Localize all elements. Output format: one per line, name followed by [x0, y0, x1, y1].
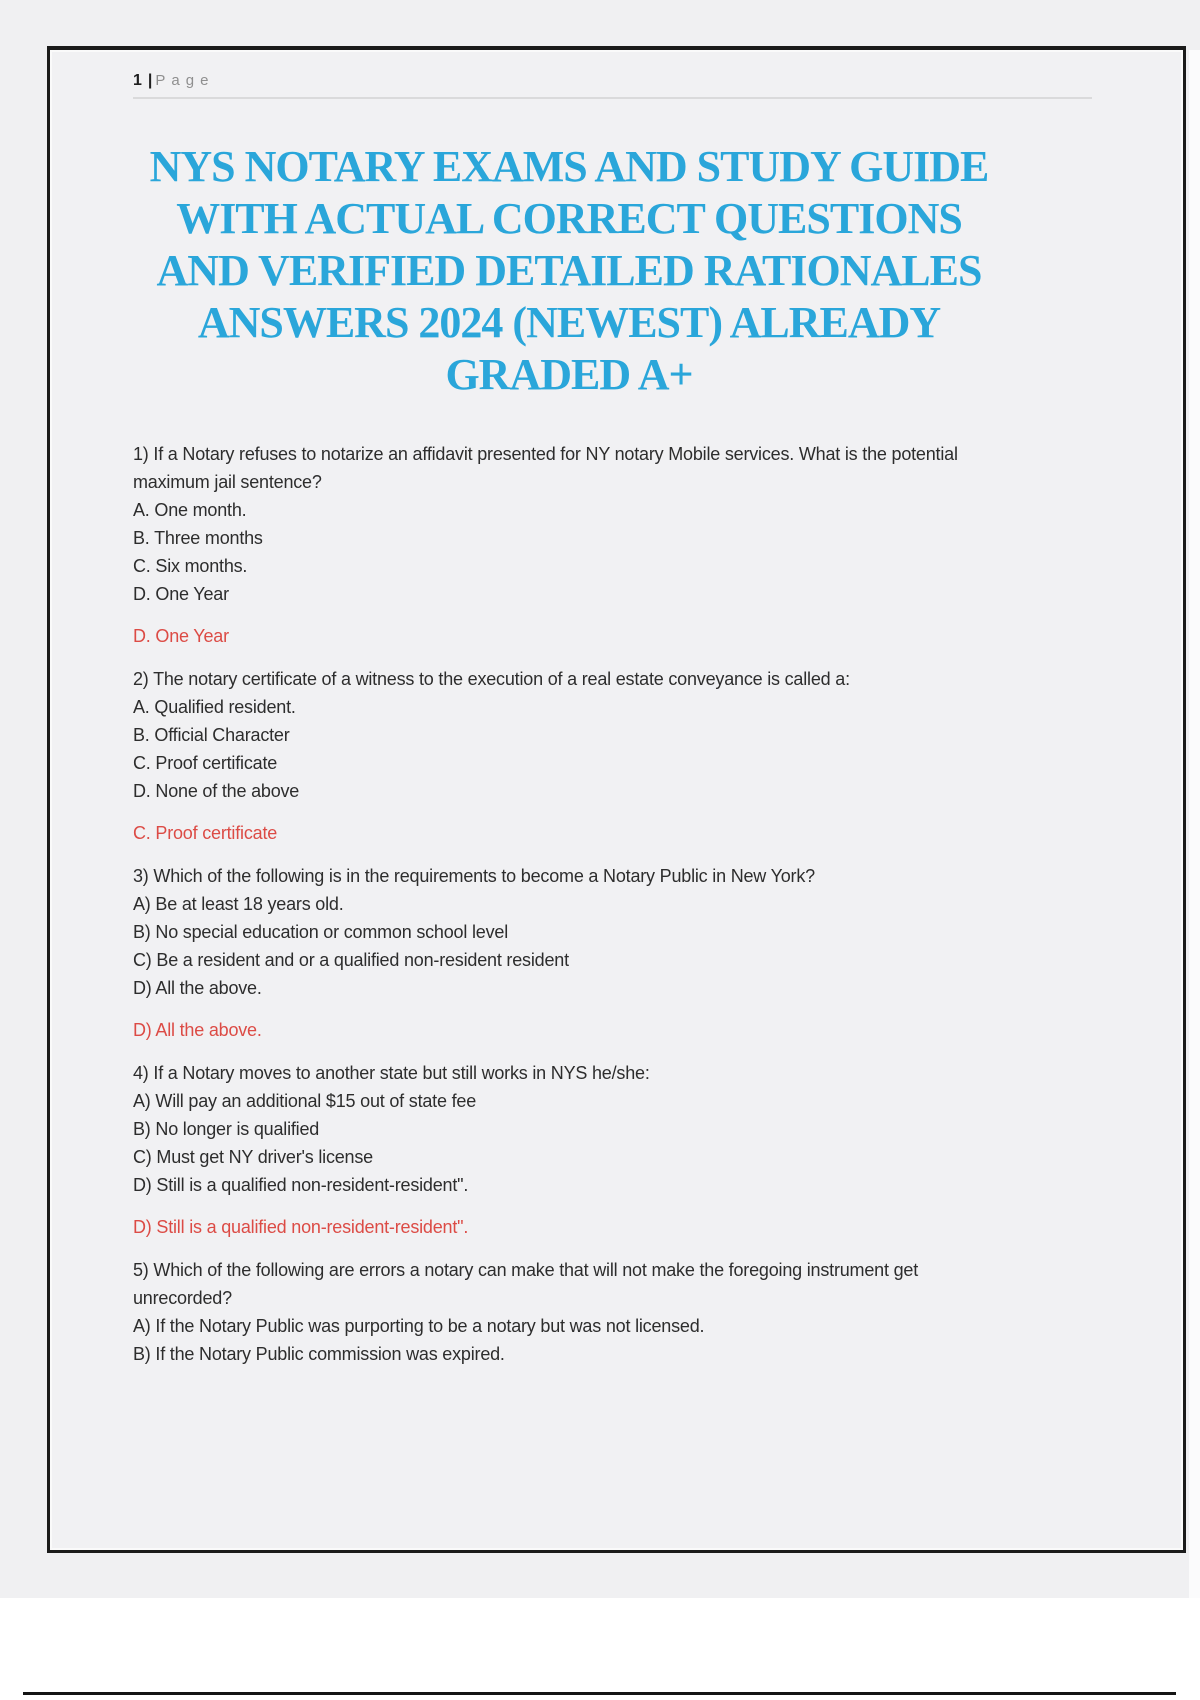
question-text: 1) If a Notary refuses to notarize an affidavit presented for NY notary Mobile services. What is the potential maximum jail sentence?: [133, 444, 958, 492]
option-line: D) Still is a qualified non-resident-resident".: [133, 1175, 469, 1195]
question-block-2: [133, 665, 1005, 847]
title-line: AND VERIFIED DETAILED RATIONALES: [156, 246, 982, 295]
option-line: A) If the Notary Public was purporting to be a notary but was not licensed.: [133, 1316, 705, 1336]
question-block-1: [133, 440, 1005, 650]
question-text: 2) The notary certificate of a witness to the execution of a real estate conveyance is called a:: [133, 669, 850, 689]
option-line: A) Will pay an additional $15 out of state fee: [133, 1091, 477, 1111]
option-line: A) Be at least 18 years old.: [133, 894, 344, 914]
answer-text: D. One Year: [133, 626, 229, 646]
right-margin-strip: [1189, 50, 1200, 1598]
question-text: 3) Which of the following is in the requirements to become a Notary Public in New York?: [133, 866, 815, 886]
option-line: C) Be a resident and or a qualified non-resident resident: [133, 950, 569, 970]
page-label: Page: [155, 72, 215, 89]
document-page: [47, 46, 1186, 1553]
page-number-separator: |: [147, 72, 153, 89]
option-line: D. One Year: [133, 584, 229, 604]
answer-text: D) Still is a qualified non-resident-resident".: [133, 1217, 469, 1237]
option-line: C. Six months.: [133, 556, 248, 576]
option-line: B. Three months: [133, 528, 263, 548]
bottom-divider-line: [23, 1692, 1176, 1695]
question-block-5: [133, 1256, 1005, 1368]
question-text: 4) If a Notary moves to another state but still works in NYS he/she:: [133, 1063, 650, 1083]
option-line: A. Qualified resident.: [133, 697, 296, 717]
questions-content: [133, 440, 1005, 1368]
answer-text: D) All the above.: [133, 1020, 262, 1040]
answer-text: C. Proof certificate: [133, 823, 278, 843]
option-line: D. None of the above: [133, 781, 300, 801]
option-line: B) No special education or common school level: [133, 922, 508, 942]
option-line: C) Must get NY driver's license: [133, 1147, 373, 1167]
option-line: D) All the above.: [133, 978, 262, 998]
page-number: 1: [133, 72, 143, 89]
page-header: [133, 72, 1092, 99]
document-title: [133, 141, 1005, 401]
option-line: B) No longer is qualified: [133, 1119, 320, 1139]
option-line: B) If the Notary Public commission was expired.: [133, 1344, 505, 1364]
option-line: C. Proof certificate: [133, 753, 278, 773]
option-line: A. One month.: [133, 500, 247, 520]
question-block-4: [133, 1059, 1005, 1241]
title-line: GRADED A+: [445, 350, 693, 399]
title-line: WITH ACTUAL CORRECT QUESTIONS: [176, 194, 962, 243]
title-line: NYS NOTARY EXAMS AND STUDY GUIDE: [149, 142, 989, 191]
option-line: B. Official Character: [133, 725, 290, 745]
question-block-3: [133, 862, 1005, 1044]
question-text: 5) Which of the following are errors a notary can make that will not make the foregoing instrument get unrecorded?: [133, 1260, 918, 1308]
title-line: ANSWERS 2024 (NEWEST) ALREADY: [197, 298, 941, 347]
